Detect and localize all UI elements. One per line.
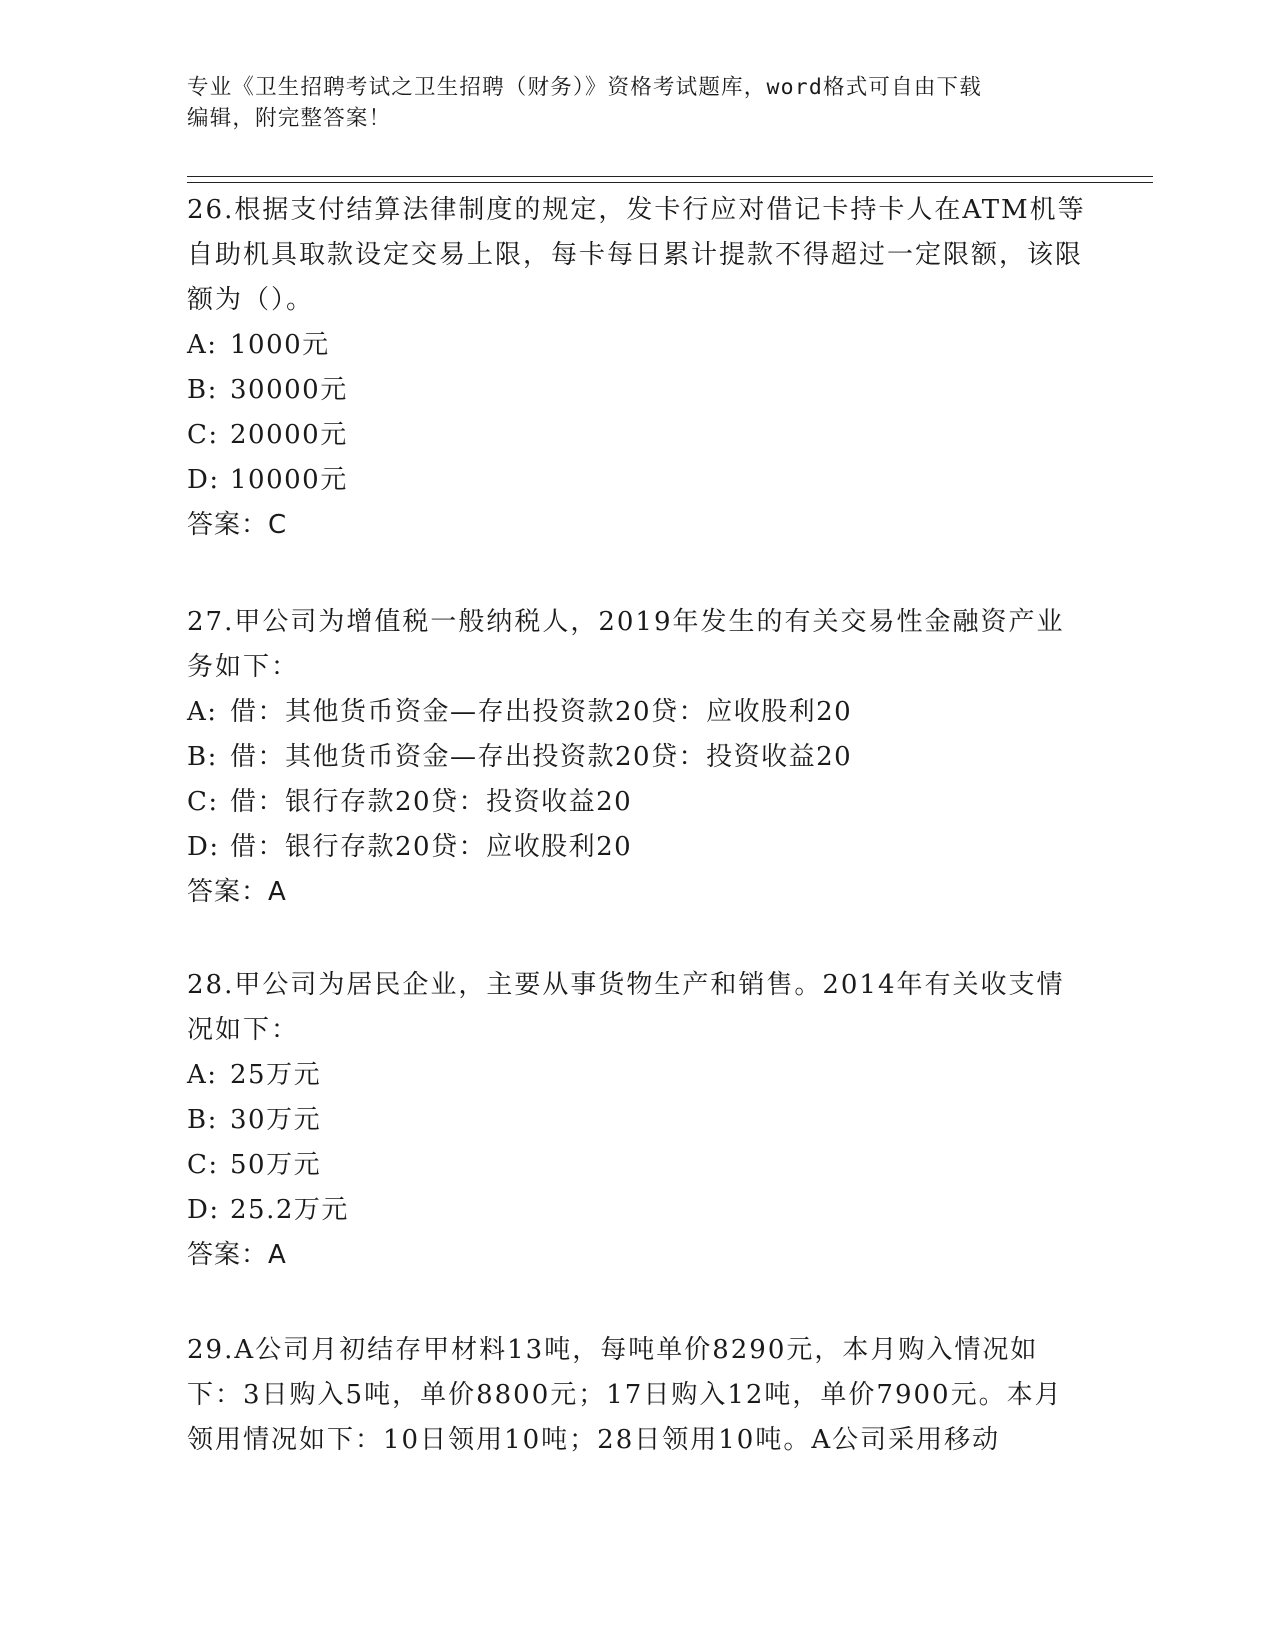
option-letter: A: bbox=[187, 330, 218, 360]
option-text: 借：其他货币资金—存出投资款20贷：应收股利20 bbox=[230, 697, 853, 727]
option-c bbox=[187, 413, 1087, 458]
option-a bbox=[187, 323, 1087, 368]
option-d bbox=[187, 458, 1087, 503]
option-letter: C: bbox=[187, 420, 219, 450]
option-text: 10000元 bbox=[230, 465, 348, 495]
option-a bbox=[187, 690, 1087, 735]
option-a bbox=[187, 1053, 1087, 1098]
answer-line: 答案：C bbox=[187, 510, 288, 540]
header-divider-bottom bbox=[187, 182, 1153, 183]
question-28 bbox=[187, 963, 1087, 1278]
option-d bbox=[187, 825, 1087, 870]
option-b bbox=[187, 735, 1087, 780]
question-stem: 28.甲公司为居民企业，主要从事货物生产和销售。2014年有关收支情况如下： bbox=[187, 970, 1065, 1045]
option-text: 借：其他货币资金—存出投资款20贷：投资收益20 bbox=[230, 742, 853, 772]
option-text: 50万元 bbox=[230, 1150, 322, 1180]
question-27 bbox=[187, 600, 1087, 915]
question-26 bbox=[187, 188, 1087, 548]
option-text: 借：银行存款20贷：应收股利20 bbox=[230, 832, 633, 862]
header-line-1: 专业《卫生招聘考试之卫生招聘（财务）》资格考试题库，word格式可自由下载 bbox=[187, 75, 982, 100]
option-d bbox=[187, 1188, 1087, 1233]
option-text: 25万元 bbox=[230, 1060, 322, 1090]
option-text: 借：银行存款20贷：投资收益20 bbox=[230, 787, 633, 817]
question-stem: 26.根据支付结算法律制度的规定，发卡行应对借记卡持卡人在ATM机等自助机具取款设定交易上限，每卡每日累计提款不得超过一定限额，该限额为（）。 bbox=[187, 195, 1086, 315]
option-letter: A: bbox=[187, 1060, 218, 1090]
question-stem: 29.A公司月初结存甲材料13吨，每吨单价8290元，本月购入情况如下：3日购入5吨，单价8800元；17日购入12吨，单价7900元。本月领用情况如下：10日领用10吨；28日领用10吨。A公司采用移动 bbox=[187, 1335, 1063, 1455]
option-text: 25.2万元 bbox=[230, 1195, 349, 1225]
answer-line: 答案：A bbox=[187, 877, 287, 907]
option-b bbox=[187, 1098, 1087, 1143]
option-text: 1000元 bbox=[230, 330, 330, 360]
header-line-2: 编辑，附完整答案！ bbox=[187, 106, 392, 131]
option-c bbox=[187, 780, 1087, 825]
question-stem: 27.甲公司为增值税一般纳税人，2019年发生的有关交易性金融资产业务如下： bbox=[187, 607, 1065, 682]
document-header bbox=[187, 72, 1077, 134]
option-letter: D: bbox=[187, 832, 220, 862]
option-text: 30000元 bbox=[230, 375, 348, 405]
option-letter: B: bbox=[187, 1105, 218, 1135]
option-text: 30万元 bbox=[230, 1105, 322, 1135]
answer-line: 答案：A bbox=[187, 1240, 287, 1270]
option-letter: B: bbox=[187, 742, 218, 772]
option-letter: D: bbox=[187, 465, 220, 495]
question-29 bbox=[187, 1328, 1087, 1463]
option-letter: C: bbox=[187, 1150, 219, 1180]
option-letter: D: bbox=[187, 1195, 220, 1225]
header-divider-top bbox=[187, 176, 1153, 177]
option-text: 20000元 bbox=[230, 420, 348, 450]
option-letter: C: bbox=[187, 787, 219, 817]
option-b bbox=[187, 368, 1087, 413]
option-c bbox=[187, 1143, 1087, 1188]
option-letter: B: bbox=[187, 375, 218, 405]
option-letter: A: bbox=[187, 697, 218, 727]
